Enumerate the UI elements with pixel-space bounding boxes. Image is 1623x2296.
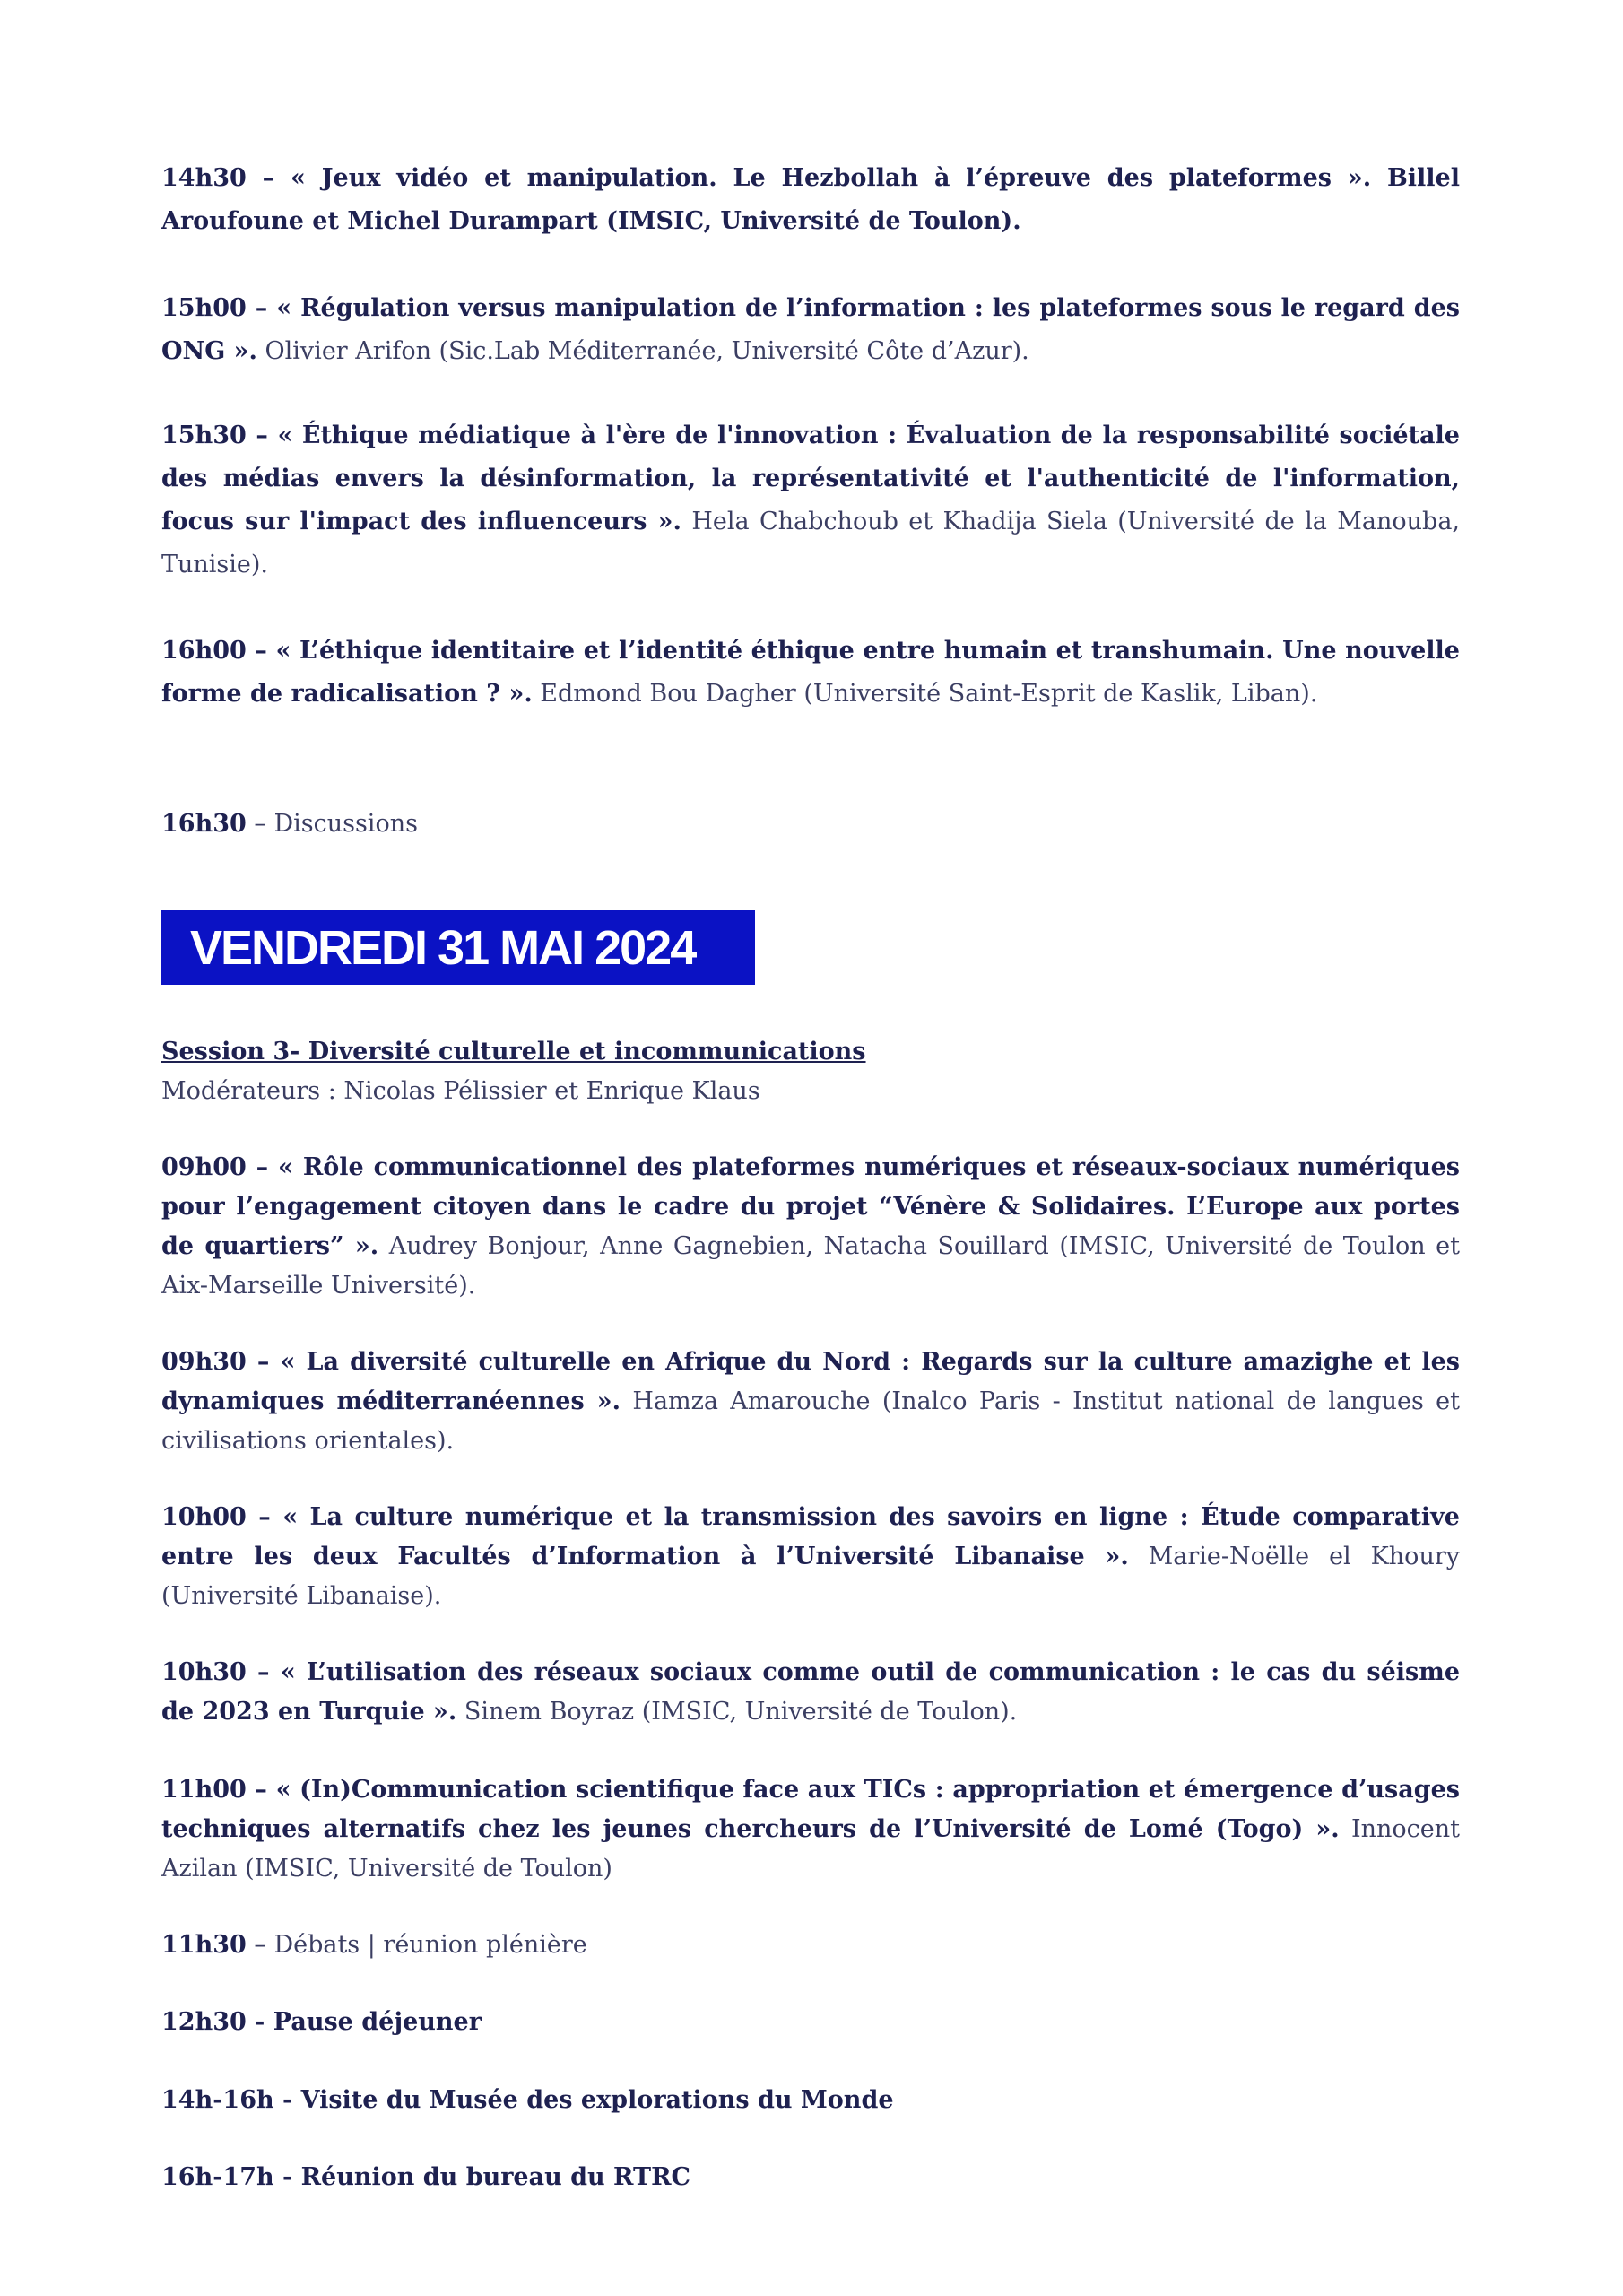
program-item: 16h30 – Discussions bbox=[161, 810, 418, 838]
day-banner-text: VENDREDI 31 MAI 2024 bbox=[190, 921, 696, 975]
session-title: Session 3- Diversité culturelle et incommunications bbox=[161, 1038, 866, 1065]
program-item: 14h-16h - Visite du Musée des explorations du Monde bbox=[161, 2086, 894, 2114]
program-item: 15h30 – « Éthique médiatique à l'ère de l'innovation : Évaluation de la responsabilité sociétale des médias envers la désinformation, la représentativité et l'authenticité de l'information, focus sur l'impact des influenceurs ». Hela Chabchoub et Khadija Siela (Université de la Manouba, Tunisie). bbox=[161, 422, 1461, 578]
program-item: 09h30 – « La diversité culturelle en Afrique du Nord : Regards sur la culture amazighe et les dynamiques méditerranéennes ». Hamza Amarouche (Inalco Paris - Institut national de langues et civilisations orientales). bbox=[161, 1348, 1460, 1455]
program-item: 09h00 – « Rôle communicationnel des plateformes numériques et réseaux-sociaux numériques pour l’engagement citoyen dans le cadre du projet “Vénère & Solidaires. L’Europe aux portes de quartiers” ». Audrey Bonjour, Anne Gagnebien, Natacha Souillard (IMSIC, Université de Toulon et Aix-Marseille Université). bbox=[161, 1153, 1460, 1300]
program-item: 16h00 – « L’éthique identitaire et l’identité éthique entre humain et transhumain. Une nouvelle forme de radicalisation ? ». Edmond Bou Dagher (Université Saint-Esprit de Kaslik, Liban). bbox=[161, 637, 1460, 708]
program-item: 11h30 – Débats | réunion plénière bbox=[161, 1931, 587, 1959]
program-item: 14h30 – « Jeux vidéo et manipulation. Le Hezbollah à l’épreuve des plateformes ». Billel Aroufoune et Michel Durampart (IMSIC, Université de Toulon). bbox=[161, 164, 1460, 235]
moderators: Modérateurs : Nicolas Pélissier et Enrique Klaus bbox=[161, 1077, 760, 1105]
day-banner bbox=[161, 910, 755, 985]
program-item: 16h-17h - Réunion du bureau du RTRC bbox=[161, 2163, 691, 2191]
program-item: 11h00 – « (In)Communication scientifique face aux TICs : appropriation et émergence d’usages techniques alternatifs chez les jeunes chercheurs de l’Université de Lomé (Togo) ». Innocent Azilan (IMSIC, Université de Toulon) bbox=[161, 1776, 1460, 1883]
program-item: 10h30 – « L’utilisation des réseaux sociaux comme outil de communication : le cas du séisme de 2023 en Turquie ». Sinem Boyraz (IMSIC, Université de Toulon). bbox=[161, 1658, 1460, 1726]
program-item: 10h00 – « La culture numérique et la transmission des savoirs en ligne : Étude comparative entre les deux Facultés d’Information à l’Université Libanaise ». Marie-Noëlle el Khoury (Université Libanaise). bbox=[161, 1503, 1460, 1610]
program-item: 12h30 - Pause déjeuner bbox=[161, 2008, 482, 2036]
program-item: 15h00 – « Régulation versus manipulation de l’information : les plateformes sous le regard des ONG ». Olivier Arifon (Sic.Lab Méditerranée, Université Côte d’Azur). bbox=[161, 294, 1460, 365]
